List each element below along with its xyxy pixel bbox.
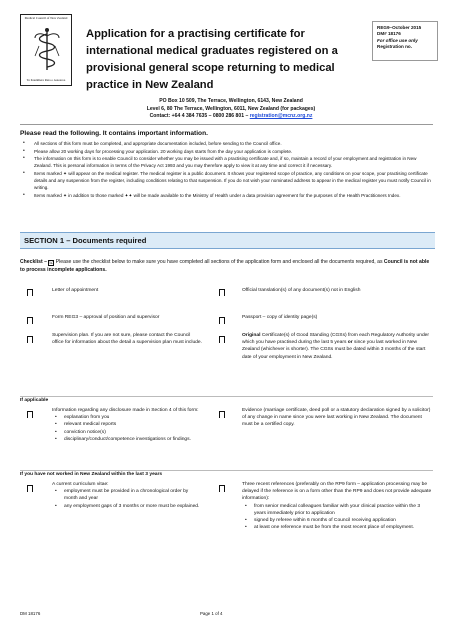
logo-bottom-text: Te Kaunihera Rata o Aotearoa <box>26 78 66 83</box>
info-bullet: • The information on this form is to enable Council to consider whether you may be issued with a practising certificate and, if so, maintain a record of your employment and registration in New Zealand. This is personal information in terms of the Privacy Act 1993 and you may therefore apply to view it at any time and correct it if necessary. <box>20 155 435 169</box>
reference-requirement: • at least one reference must be from the most recent place of employment. <box>242 524 432 531</box>
page-title: Application for a practising certificate for international medical graduates registered on a provisional general scope returning to medical practice in New Zealand <box>86 28 338 91</box>
footer-doc-ref: DM 18176 <box>20 611 41 616</box>
cv-requirement: • employment must be provided in a chronological order by month and year <box>52 488 202 502</box>
not-worked-heading: If you have not worked in New Zealand within the last 3 years <box>20 472 163 477</box>
registration-number-label: Registration no. <box>377 44 412 50</box>
cgs-original-emphasis: Original <box>242 333 261 338</box>
cv-requirement: • any employment gaps of 3 months or more must be explained. <box>52 503 202 510</box>
dm-number: DM# 18176 <box>377 31 401 37</box>
row-divider <box>20 396 433 397</box>
contact-phones: Contact: +64 4 384 7635 – 0800 286 801 – <box>149 113 250 119</box>
if-applicable-heading: If applicable <box>20 398 49 403</box>
disclosure-information-checkbox[interactable] <box>27 411 33 418</box>
caduceus-emblem-icon <box>34 26 60 72</box>
form-reg3-label: Form REG3 – approval of position and supervisor <box>52 315 160 320</box>
disclosure-list-item: • explanation from you <box>52 414 202 421</box>
contact-line <box>86 113 376 121</box>
address-line-po-box: PO Box 10 509, The Terrace, Wellington, 6143, New Zealand <box>159 98 303 104</box>
checklist-instructions: Please use the checklist below to make sure you have completed all sections of the application form and enclosed all the documents required, as <box>54 259 384 265</box>
letter-of-appointment-label: Letter of appointment <box>52 288 99 293</box>
cv-intro: A current curriculum vitae: <box>52 482 109 487</box>
section-1-title: SECTION 1 – Documents required <box>24 236 147 245</box>
council-address <box>86 98 376 121</box>
checked-box-icon: ☑ <box>49 259 54 266</box>
registration-email-link[interactable]: registration@mcnz.org.nz <box>249 113 313 119</box>
council-logo <box>20 14 72 86</box>
disclosure-list-item: • disciplinary/conduct/competence investigations or findings. <box>52 436 202 443</box>
disclosure-list <box>52 414 202 443</box>
disclosure-list-item: • relevant medical reports <box>52 421 202 428</box>
form-code: REG9–October 2015 <box>377 25 422 30</box>
cgs-or-emphasis: or <box>347 340 353 346</box>
references-requirements-list <box>242 503 432 532</box>
curriculum-vitae-item <box>52 481 202 510</box>
name-change-evidence-checkbox[interactable] <box>219 411 225 418</box>
certificate-good-standing-label <box>242 332 432 361</box>
disclosure-intro: Information regarding any disclosure made in Section 4 of this form: <box>52 408 199 413</box>
official-translations-checkbox[interactable] <box>219 289 225 296</box>
office-use-box <box>372 21 438 61</box>
info-bullet: • Items marked ✦ in addition to those marked ✦✦ will be made available to the Ministry of Health under a data provision agreement for the purposes of the Health Practitioners Index. <box>20 192 435 199</box>
address-line-street: Level 6, 80 The Terrace, Wellington, 6011, New Zealand (for packages) <box>146 105 316 112</box>
passport-checkbox[interactable] <box>219 317 225 324</box>
reference-requirement: • from senior medical colleagues familiar with your clinical practice within the 3 years immediately prior to application <box>242 503 432 517</box>
passport-label: Passport – copy of identity page(s) <box>242 315 318 320</box>
logo-top-text: Medical Council of New Zealand <box>24 16 68 20</box>
supervision-plan-checkbox[interactable] <box>27 336 33 343</box>
row-divider <box>20 470 433 471</box>
checklist-label: Checklist – <box>20 259 47 265</box>
info-bullet: • All sections of this form must be completed, and appropriate documentation included, before sending to the Council office. <box>20 140 435 147</box>
form-reg3-checkbox[interactable] <box>27 317 33 324</box>
official-translations-label: Official translation(s) of any document(s) not in English <box>242 288 361 293</box>
footer-page-number: Page 1 of 4 <box>200 611 223 616</box>
office-use-label: For office use only <box>377 37 418 43</box>
certificate-good-standing-checkbox[interactable] <box>219 336 225 343</box>
cgs-text-continued: since you last worked in New Zealand (whichever is shorter). The CGSs must be dated within 3 months of the start date of your employment in New Zealand. <box>242 340 426 360</box>
letter-of-appointment-checkbox[interactable] <box>27 289 33 296</box>
checklist-intro <box>20 258 433 274</box>
references-intro: Three recent references (preferably on the RP9 form – application processing may be delayed if the reference is on a form other than the RP9 and does not provide adequate information): <box>242 482 432 502</box>
important-info-list <box>20 140 435 200</box>
curriculum-vitae-checkbox[interactable] <box>27 485 33 492</box>
references-checkbox[interactable] <box>219 485 225 492</box>
disclosure-information-item <box>52 407 202 443</box>
cgs-text: Certificate(s) of Good Standing (CGSs) from each Regulatory Authority under which you have practised during the last 5 years <box>242 333 430 346</box>
disclosure-list-item: • conviction notice(s) <box>52 429 202 436</box>
name-change-evidence-label: Evidence (marriage certificate, deed poll or a statutory declaration signed by a solicitor) of any change in name since you were last working in New Zealand. The document must be a certified copy. <box>242 408 431 428</box>
important-info-heading: Please read the following. It contains important information. <box>20 130 208 137</box>
cv-requirements-list <box>52 488 202 510</box>
header-divider <box>20 124 433 125</box>
info-bullet: • Please allow 20 working days for processing your application. 20 working days starts from the day your application is complete. <box>20 148 435 155</box>
references-item <box>242 481 432 531</box>
section-1-header <box>20 232 435 249</box>
supervision-plan-label: Supervision plan. If you are not sure, please contact the Council office for information about the detail a supervision plan must include. <box>52 333 202 346</box>
reference-requirement: • signed by referee within 6 months of Council receiving application <box>242 517 432 524</box>
info-bullet: • Items marked ✦ will appear on the medical register. The medical register is a public document. It shows your registered scope of practice, any conditions on your scope, your practising certificate details and any suspension from the register, including conditions relating to that suspension. If you do not wish your nominated address to appear in the medical register you must notify Council in writing. <box>20 170 435 192</box>
checklist-warning: Council is not able to process incomplete applications. <box>20 259 430 273</box>
